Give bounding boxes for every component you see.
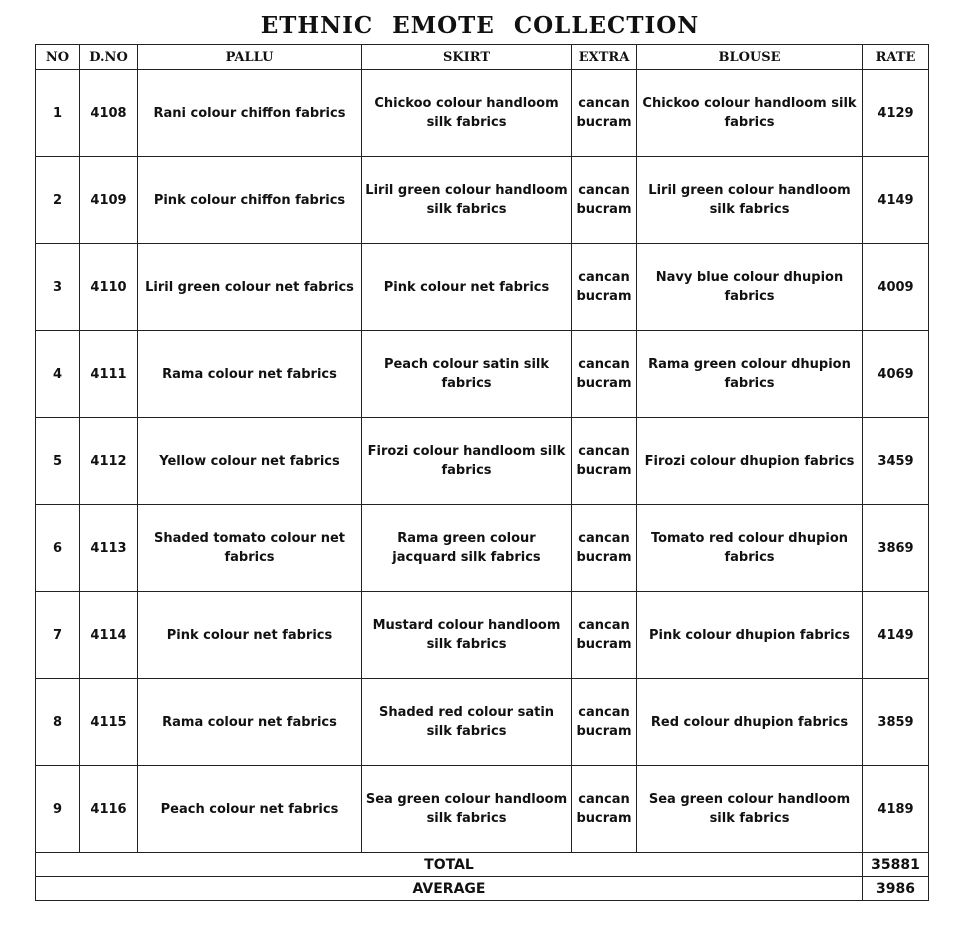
average-value: 3986 <box>863 877 929 901</box>
cell-blouse: Tomato red colour dhupion fabrics <box>637 505 863 592</box>
cell-extra: cancan bucram <box>572 157 637 244</box>
cell-blouse: Navy blue colour dhupion fabrics <box>637 244 863 331</box>
cell-skirt: Peach colour satin silk fabrics <box>362 331 572 418</box>
cell-dno: 4108 <box>80 70 138 157</box>
cell-extra: cancan bucram <box>572 418 637 505</box>
column-header-blouse: BLOUSE <box>637 45 863 70</box>
cell-rate: 3869 <box>863 505 929 592</box>
cell-extra: cancan bucram <box>572 70 637 157</box>
table-row <box>36 70 929 157</box>
cell-extra: cancan bucram <box>572 766 637 853</box>
cell-pallu: Shaded tomato colour net fabrics <box>138 505 362 592</box>
cell-pallu: Pink colour net fabrics <box>138 592 362 679</box>
cell-blouse: Pink colour dhupion fabrics <box>637 592 863 679</box>
cell-no: 6 <box>36 505 80 592</box>
cell-pallu: Liril green colour net fabrics <box>138 244 362 331</box>
cell-extra: cancan bucram <box>572 505 637 592</box>
cell-skirt: Firozi colour handloom silk fabrics <box>362 418 572 505</box>
table-row <box>36 766 929 853</box>
cell-rate: 4129 <box>863 70 929 157</box>
cell-blouse: Chickoo colour handloom silk fabrics <box>637 70 863 157</box>
cell-no: 4 <box>36 331 80 418</box>
cell-rate: 4149 <box>863 592 929 679</box>
column-header-skirt: SKIRT <box>362 45 572 70</box>
cell-blouse: Rama green colour dhupion fabrics <box>637 331 863 418</box>
table-row <box>36 418 929 505</box>
cell-extra: cancan bucram <box>572 331 637 418</box>
total-value: 35881 <box>863 853 929 877</box>
cell-pallu: Pink colour chiffon fabrics <box>138 157 362 244</box>
table-row <box>36 331 929 418</box>
table-row <box>36 679 929 766</box>
cell-blouse: Red colour dhupion fabrics <box>637 679 863 766</box>
cell-pallu: Peach colour net fabrics <box>138 766 362 853</box>
cell-skirt: Shaded red colour satin silk fabrics <box>362 679 572 766</box>
column-header-pallu: PALLU <box>138 45 362 70</box>
cell-dno: 4115 <box>80 679 138 766</box>
column-header-extra: EXTRA <box>572 45 637 70</box>
cell-dno: 4114 <box>80 592 138 679</box>
cell-extra: cancan bucram <box>572 679 637 766</box>
cell-blouse: Sea green colour handloom silk fabrics <box>637 766 863 853</box>
cell-skirt: Chickoo colour handloom silk fabrics <box>362 70 572 157</box>
cell-skirt: Sea green colour handloom silk fabrics <box>362 766 572 853</box>
table-row <box>36 244 929 331</box>
cell-rate: 4149 <box>863 157 929 244</box>
collection-title: ETHNIC EMOTE COLLECTION <box>260 12 700 39</box>
cell-dno: 4112 <box>80 418 138 505</box>
cell-pallu: Rama colour net fabrics <box>138 679 362 766</box>
average-row <box>36 877 929 901</box>
cell-dno: 4109 <box>80 157 138 244</box>
column-header-rate: RATE <box>863 45 929 70</box>
cell-no: 7 <box>36 592 80 679</box>
rate-table <box>35 44 929 901</box>
cell-dno: 4110 <box>80 244 138 331</box>
cell-dno: 4113 <box>80 505 138 592</box>
cell-blouse: Liril green colour handloom silk fabrics <box>637 157 863 244</box>
cell-no: 5 <box>36 418 80 505</box>
cell-no: 3 <box>36 244 80 331</box>
cell-rate: 3459 <box>863 418 929 505</box>
cell-no: 2 <box>36 157 80 244</box>
header-row <box>36 45 929 70</box>
cell-pallu: Yellow colour net fabrics <box>138 418 362 505</box>
average-label: AVERAGE <box>36 877 863 901</box>
table-row <box>36 592 929 679</box>
cell-no: 8 <box>36 679 80 766</box>
cell-skirt: Pink colour net fabrics <box>362 244 572 331</box>
cell-rate: 4009 <box>863 244 929 331</box>
cell-extra: cancan bucram <box>572 592 637 679</box>
total-row <box>36 853 929 877</box>
cell-no: 9 <box>36 766 80 853</box>
cell-skirt: Liril green colour handloom silk fabrics <box>362 157 572 244</box>
cell-pallu: Rani colour chiffon fabrics <box>138 70 362 157</box>
cell-skirt: Rama green colour jacquard silk fabrics <box>362 505 572 592</box>
cell-blouse: Firozi colour dhupion fabrics <box>637 418 863 505</box>
cell-dno: 4116 <box>80 766 138 853</box>
cell-rate: 4189 <box>863 766 929 853</box>
cell-rate: 3859 <box>863 679 929 766</box>
table-row <box>36 505 929 592</box>
cell-extra: cancan bucram <box>572 244 637 331</box>
column-header-dno: D.NO <box>80 45 138 70</box>
cell-dno: 4111 <box>80 331 138 418</box>
table-row <box>36 157 929 244</box>
cell-pallu: Rama colour net fabrics <box>138 331 362 418</box>
column-header-no: NO <box>36 45 80 70</box>
total-label: TOTAL <box>36 853 863 877</box>
cell-skirt: Mustard colour handloom silk fabrics <box>362 592 572 679</box>
cell-rate: 4069 <box>863 331 929 418</box>
cell-no: 1 <box>36 70 80 157</box>
